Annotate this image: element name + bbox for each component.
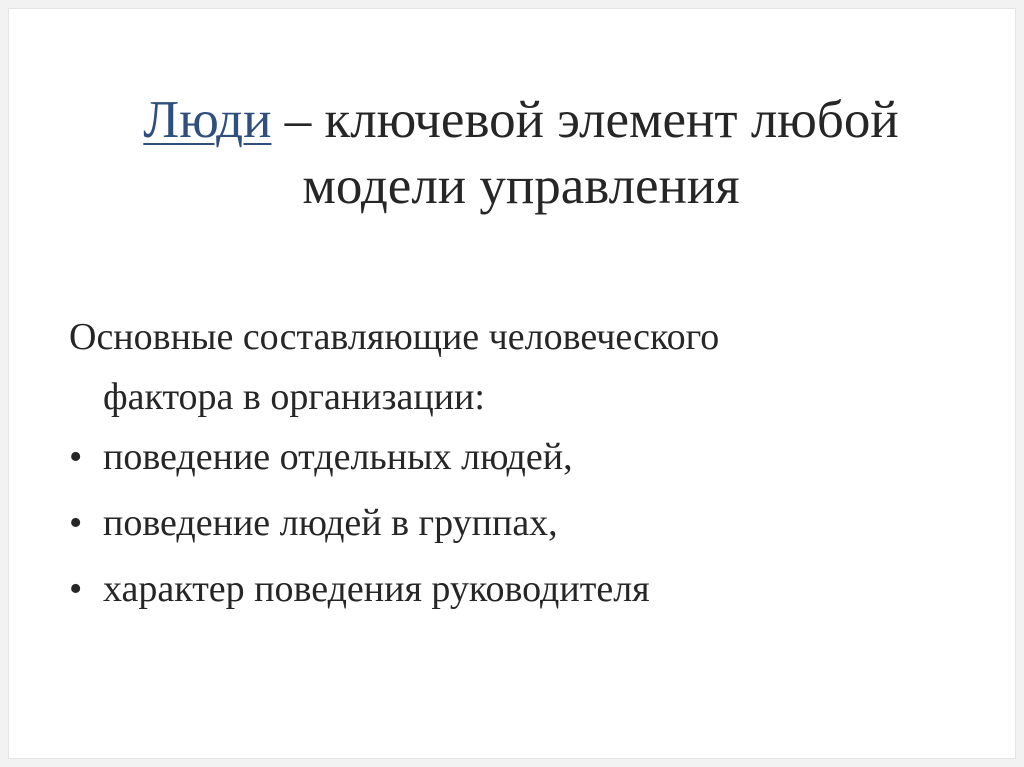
slide [8, 8, 1016, 759]
intro-paragraph [69, 307, 969, 427]
intro-line-1: Основные составляющие человеческого [69, 316, 720, 358]
bullet-icon: • [69, 502, 83, 544]
slide-body [69, 307, 969, 625]
bullet-text: поведение людей в группах, [103, 502, 558, 544]
bullet-text: характер поведения руководителя [103, 568, 650, 610]
bullet-list [69, 427, 969, 625]
title-line-2: модели управления [302, 157, 740, 215]
bullet-icon: • [69, 436, 83, 478]
bullet-icon: • [69, 568, 83, 610]
list-item [69, 427, 969, 493]
title-text: – ключевой элемент любой [271, 91, 899, 149]
bullet-text: поведение отдельных людей, [103, 436, 573, 478]
title-link[interactable]: Люди [143, 91, 272, 149]
list-item [69, 493, 969, 559]
slide-title [9, 87, 1024, 219]
intro-line-2: фактора в организации: [103, 376, 485, 418]
list-item [69, 559, 969, 625]
